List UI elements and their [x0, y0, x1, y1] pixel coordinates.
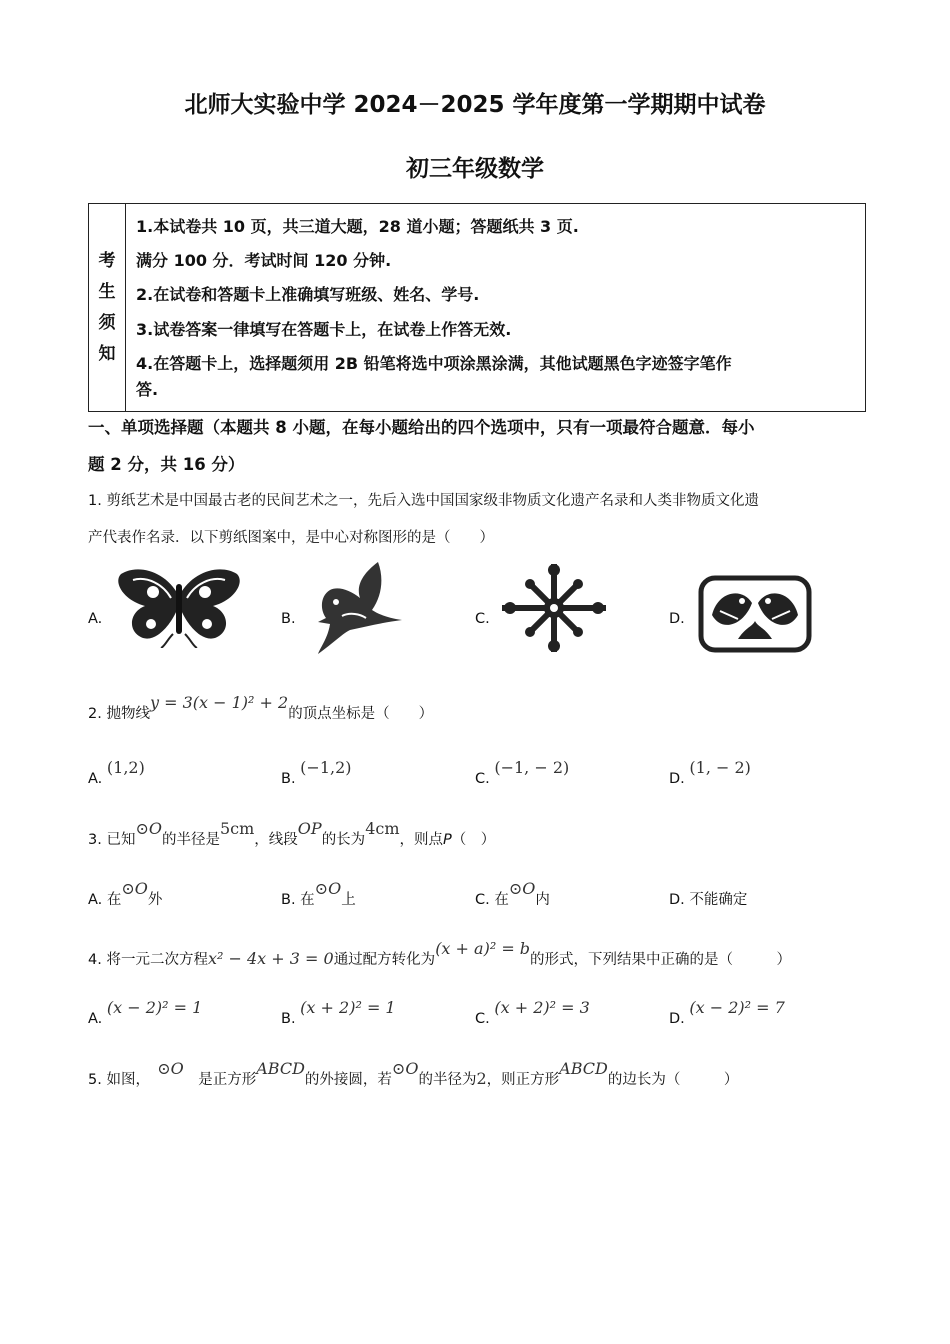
q2-text [88, 693, 434, 723]
option-text: 上 [341, 892, 356, 908]
option-text: 外 [147, 892, 163, 908]
q2-option-d [669, 758, 751, 787]
option-value: (1,2) [106, 758, 145, 777]
q4-option-b [281, 998, 396, 1027]
q4-text [88, 939, 792, 969]
butterfly-papercut-icon [115, 566, 243, 648]
notice-line: 满分 100 分．考试时间 120 分钟. [136, 251, 392, 270]
q5-prefix: 5. 如图， [88, 1072, 143, 1088]
notice-label-char: 知 [98, 343, 116, 364]
q5-square: ABCD [256, 1059, 305, 1078]
circle-symbol: ⊙O [157, 1059, 184, 1078]
option-label: C. [475, 771, 490, 787]
exam-title: 北师大实验中学 2024－2025 学年度第一学期期中试卷 [184, 92, 766, 118]
snowflake-papercut-icon [500, 562, 608, 654]
notice-label-char: 须 [98, 312, 116, 333]
option-value: (x − 2)² = 7 [689, 998, 785, 1017]
option-value: (−1, − 2) [494, 758, 570, 777]
q3-option-d [669, 888, 747, 909]
q2-formula: y = 3(x − 1)² + 2 [149, 693, 289, 712]
option-label: C. [475, 1011, 490, 1027]
q5-text-part: 的外接圆，若 [304, 1072, 392, 1088]
q3-text-part: 的长为 [321, 832, 366, 848]
circle-symbol: ⊙O [508, 879, 536, 898]
notice-label [89, 204, 126, 411]
q2-prefix: 2. 抛物线 [88, 706, 150, 722]
option-label: D. [669, 892, 685, 908]
circle-symbol: ⊙O [135, 819, 162, 838]
option-text: 在 [494, 892, 509, 908]
notice-line: 答. [136, 380, 159, 399]
option-label: A. [88, 771, 103, 787]
option-text: 在 [300, 892, 315, 908]
q4-option-c [475, 998, 590, 1027]
q5-radius: 2 [476, 1069, 487, 1088]
q4-option-d [669, 998, 785, 1027]
exam-subtitle: 初三年级数学 [406, 156, 544, 182]
circle-symbol: ⊙O [121, 879, 148, 898]
q1-text: 1. 剪纸艺术是中国最古老的民间艺术之一，先后入选中国国家级非物质文化遗产名录和人类非物质文化遗 [88, 493, 759, 509]
q1-option-a-label: A. [88, 611, 103, 627]
q1-option-c-label: C. [475, 611, 490, 627]
q3-text-part: ，线段 [254, 832, 298, 848]
option-text: 在 [106, 892, 122, 908]
option-label: D. [669, 771, 685, 787]
option-value: (1, − 2) [689, 758, 751, 777]
notice-label-char: 考 [98, 250, 116, 271]
q3-point: P [443, 832, 452, 848]
q3-text-part: ，则点 [399, 832, 443, 848]
notice-line: 4.在答题卡上，选择题须用 2B 铅笔将选中项涂黑涂满，其他试题黑色字迹签字笔作 [136, 354, 732, 373]
q2-option-a [88, 758, 145, 787]
option-value: (−1,2) [300, 758, 352, 777]
option-text: 不能确定 [689, 892, 748, 908]
option-value: (x + 2)² = 3 [494, 998, 590, 1017]
q4-form: (x + a)² = b [435, 939, 531, 958]
q5-text-part: 是正方形 [198, 1072, 257, 1088]
q1-option-d-label: D. [669, 611, 685, 627]
q4-suffix: 的形式，下列结果中正确的是（ ） [530, 952, 792, 968]
q3-suffix: （ ） [451, 832, 496, 848]
q5-text-part: 的半径为 [418, 1072, 477, 1088]
option-label: A. [88, 892, 103, 908]
q3-prefix: 3. 已知 [88, 832, 136, 848]
q1-text-cont: 产代表作名录．以下剪纸图案中，是中心对称图形的是（ ） [88, 530, 494, 546]
option-label: B. [281, 1011, 296, 1027]
q3-length: 4cm [365, 819, 400, 838]
notice-line: 2.在试卷和答题卡上准确填写班级、姓名、学号. [136, 285, 480, 304]
notice-label-char: 生 [98, 281, 116, 302]
q4-option-a [88, 998, 203, 1027]
q5-text [88, 1059, 739, 1089]
q4-prefix: 4. 将一元二次方程 [88, 952, 208, 968]
q3-radius: 5cm [219, 819, 255, 838]
option-label: B. [281, 771, 296, 787]
q2-suffix: 的顶点坐标是（ ） [288, 706, 434, 722]
option-label: B. [281, 892, 296, 908]
q5-text-part: ，则正方形 [486, 1072, 560, 1088]
q4-equation: x² − 4x + 3 = 0 [207, 949, 334, 968]
notice-line: 3.试卷答案一律填写在答题卡上，在试卷上作答无效. [136, 320, 512, 339]
circle-symbol: ⊙O [314, 879, 342, 898]
option-text: 内 [535, 892, 550, 908]
section-heading: 一、单项选择题（本题共 8 小题，在每小题给出的四个选项中，只有一项最符合题意．每小 [88, 418, 755, 437]
option-label: D. [669, 1011, 685, 1027]
q1-option-b-label: B. [281, 611, 296, 627]
swallow-papercut-icon [316, 560, 404, 656]
q3-option-c [475, 879, 550, 909]
option-label: A. [88, 1011, 103, 1027]
double-fish-papercut-icon [698, 573, 812, 655]
q3-text-part: 的半径是 [161, 832, 220, 848]
q5-square: ABCD [559, 1059, 608, 1078]
q3-text [88, 819, 496, 849]
circle-symbol: ⊙O [391, 1059, 419, 1078]
q2-option-b [281, 758, 352, 787]
notice-box [88, 203, 866, 412]
section-heading-cont: 题 2 分，共 16 分） [88, 455, 245, 474]
q2-option-c [475, 758, 570, 787]
q3-segment: OP [297, 819, 322, 838]
q5-suffix: 的边长为（ ） [607, 1072, 739, 1088]
option-value: (x + 2)² = 1 [300, 998, 396, 1017]
q3-option-a [88, 879, 163, 909]
option-value: (x − 2)² = 1 [106, 998, 203, 1017]
notice-line: 1.本试卷共 10 页，共三道大题，28 道小题；答题纸共 3 页. [136, 217, 579, 236]
q4-text-part: 通过配方转化为 [333, 952, 436, 968]
option-label: C. [475, 892, 490, 908]
q3-option-b [281, 879, 356, 909]
